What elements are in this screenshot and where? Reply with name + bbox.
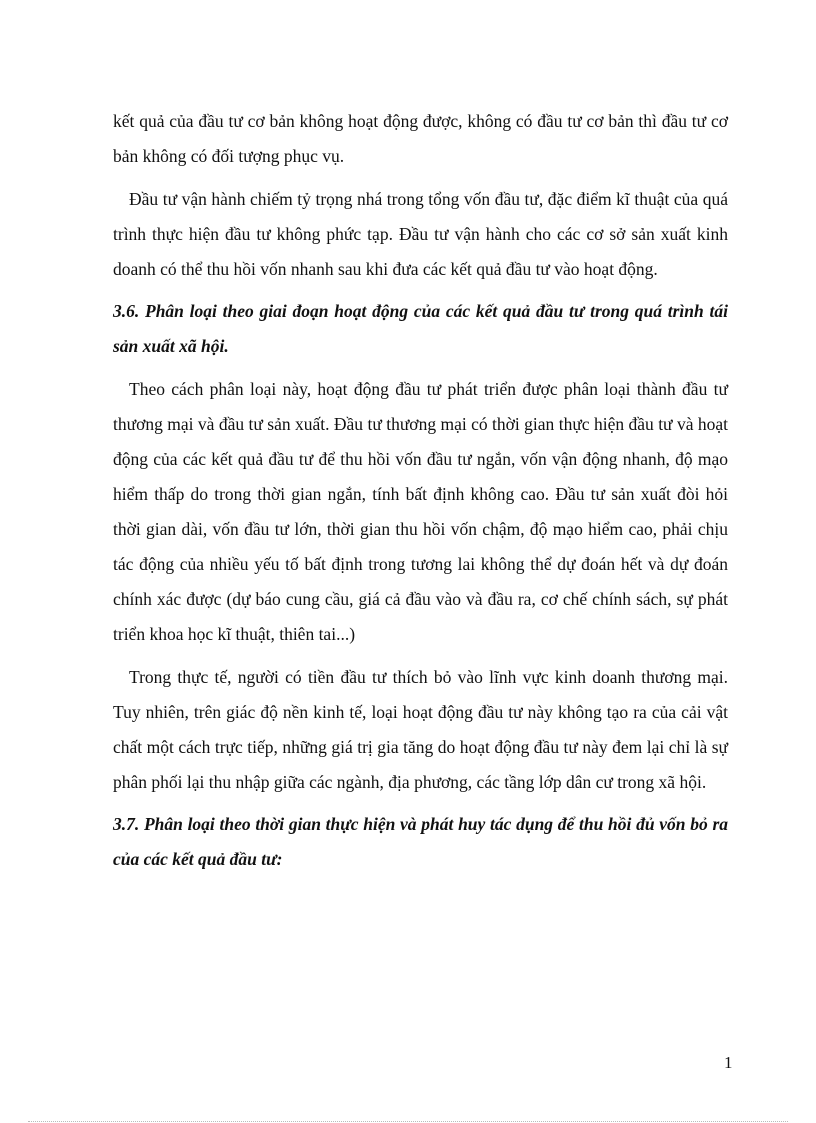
document-body: [113, 104, 728, 877]
paragraph-classification: Theo cách phân loại này, hoạt động đầu tư phát triển được phân loại thành đầu tư thương mại và đầu tư sản xuất. Đầu tư thương mại có thời gian thực hiện đầu tư và hoạt động của các kết quả đầu tư để thu hồi vốn đầu tư ngắn, vốn vận động nhanh, độ mạo hiểm thấp do trong thời gian ngắn, tính bất định không cao. Đầu tư sản xuất đòi hỏi thời gian dài, vốn đầu tư lớn, thời gian thu hồi vốn chậm, độ mạo hiểm cao, phải chịu tác động của nhiều yếu tố bất định trong tương lai không thể dự đoán hết và dự đoán chính xác được (dự báo cung cầu, giá cả đầu vào và đầu ra, cơ chế chính sách, sự phát triển khoa học kĩ thuật, thiên tai...): [113, 379, 728, 644]
section-heading-3-7: 3.7. Phân loại theo thời gian thực hiện và phát huy tác dụng để thu hồi đủ vốn bỏ ra của các kết quả đầu tư:: [113, 814, 728, 869]
page-bottom-divider: [28, 1121, 788, 1122]
paragraph-operational-investment: Đầu tư vận hành chiếm tỷ trọng nhá trong tổng vốn đầu tư, đặc điểm kĩ thuật của quá trình thực hiện đầu tư không phức tạp. Đầu tư vận hành cho các cơ sở sản xuất kinh doanh có thể thu hồi vốn nhanh sau khi đưa các kết quả đầu tư vào hoạt động.: [113, 189, 728, 279]
section-heading-3-6: 3.6. Phân loại theo giai đoạn hoạt động của các kết quả đầu tư trong quá trình tái sản xuất xã hội.: [113, 301, 728, 356]
paragraph-continuation: kết quả của đầu tư cơ bản không hoạt động được, không có đầu tư cơ bản thì đầu tư cơ bản không có đối tượng phục vụ.: [113, 111, 728, 166]
page-number: 1: [724, 1053, 733, 1072]
paragraph-in-practice: Trong thực tế, người có tiền đầu tư thích bỏ vào lĩnh vực kinh doanh thương mại. Tuy nhiên, trên giác độ nền kinh tế, loại hoạt động đầu tư này không tạo ra của cải vật chất một cách trực tiếp, những giá trị gia tăng do hoạt động đầu tư này đem lại chỉ là sự phân phối lại thu nhập giữa các ngành, địa phương, các tầng lớp dân cư trong xã hội.: [113, 667, 728, 792]
